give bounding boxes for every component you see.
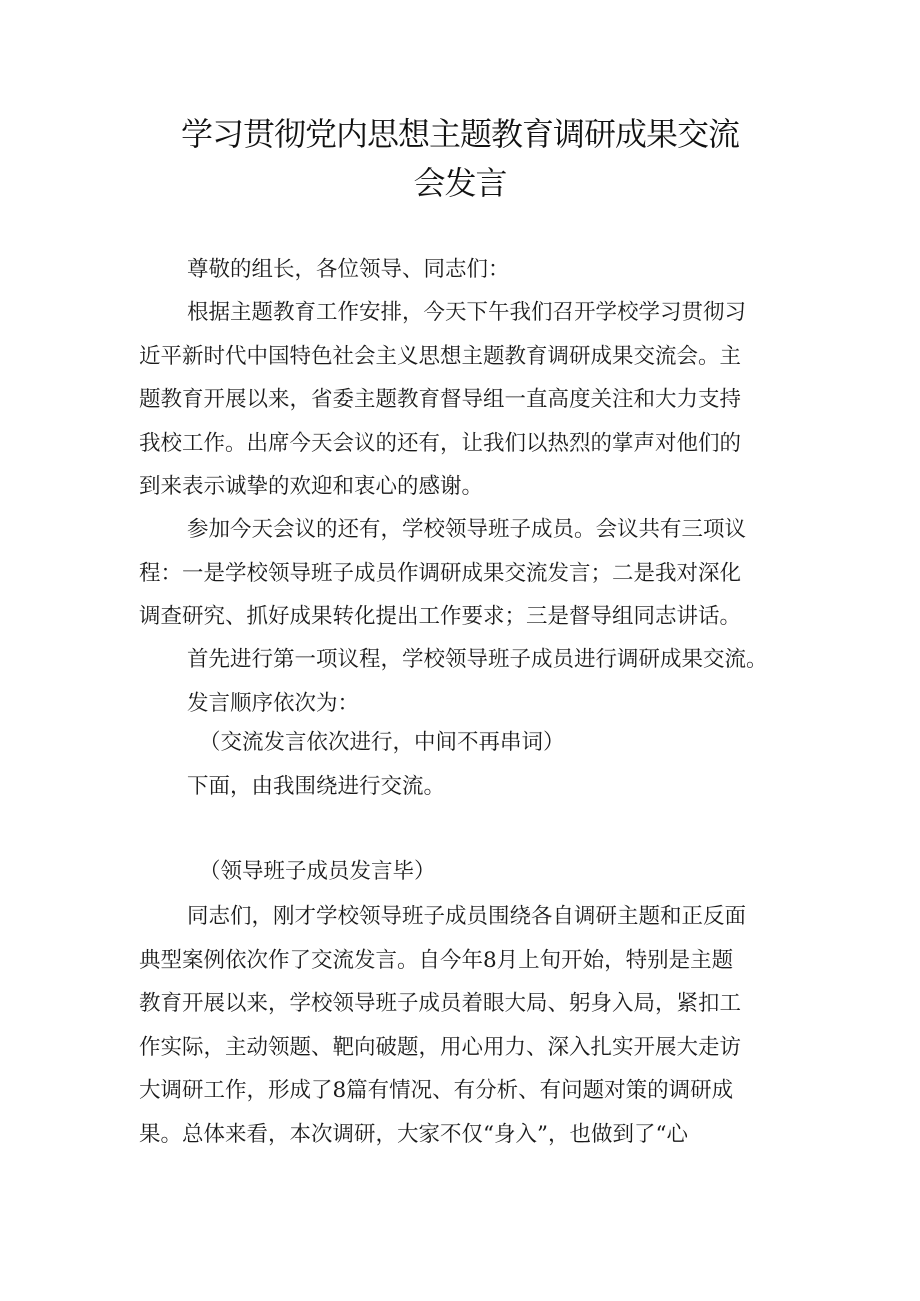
text-line: 我校工作。出席今天会议的还有，让我们以热烈的掌声对他们的: [139, 430, 742, 456]
text-line: 教育开展以来，学校领导班子成员着眼大局、躬身入局，紧扣工: [139, 991, 742, 1016]
text-line: 作实际，主动领题、靶向破题，用心用力、深入扎实开展大走访: [139, 1034, 742, 1060]
document-title-line-1: 学习贯彻党内思想主题教育调研成果交流: [180, 115, 739, 153]
text-line: 到来表示诚挚的欢迎和衷心的感谢。: [139, 474, 484, 499]
text-line: 典型案例依次作了交流发言。自今年8月上旬开始，特别是主题: [139, 947, 734, 973]
text-line: 下面，由我围绕进行交流。: [187, 774, 446, 799]
paragraph-summary: [139, 895, 789, 1156]
text-line: （交流发言依次进行，中间不再串词）: [199, 730, 565, 755]
text-line: 近平新时代中国特色社会主义思想主题教育调研成果交流会。主: [139, 343, 742, 369]
text-line: 调查研究、抓好成果转化提出工作要求；三是督导组同志讲话。: [139, 604, 742, 629]
text-line: 首先进行第一项议程，学校领导班子成员进行调研成果交流。: [187, 647, 768, 672]
text-line: 同志们，刚才学校领导班子成员围绕各自调研主题和正反面: [187, 904, 747, 929]
paragraph-next: [139, 765, 789, 809]
text-line: 大调研工作，形成了8篇有情况、有分析、有问题对策的调研成: [139, 1078, 734, 1103]
text-line: 果。总体来看，本次调研，大家不仅“身入”，也做到了“心: [139, 1121, 688, 1147]
text-line: 参加今天会议的还有，学校领导班子成员。会议共有三项议: [187, 517, 747, 542]
text-line: （领导班子成员发言毕）: [199, 859, 436, 884]
text-line: 题教育开展以来，省委主题教育督导组一直高度关注和大力支持: [139, 387, 742, 412]
paragraph-opening: [139, 291, 789, 509]
paragraph-agenda: [139, 508, 789, 639]
salutation: [139, 248, 789, 292]
text-line: 尊敬的组长，各位领导、同志们：: [187, 257, 510, 282]
note-exchange: [139, 721, 789, 765]
text-line: 程：一是学校领导班子成员作调研成果交流发言；二是我对深化: [139, 560, 742, 586]
text-line: 发言顺序依次为：: [187, 690, 360, 716]
text-line: 根据主题教育工作安排，今天下午我们召开学校学习贯彻习: [187, 300, 747, 325]
note-finished: [139, 850, 789, 894]
document-title-line-2: 会发言: [413, 164, 507, 202]
paragraph-first-item: [139, 638, 789, 725]
